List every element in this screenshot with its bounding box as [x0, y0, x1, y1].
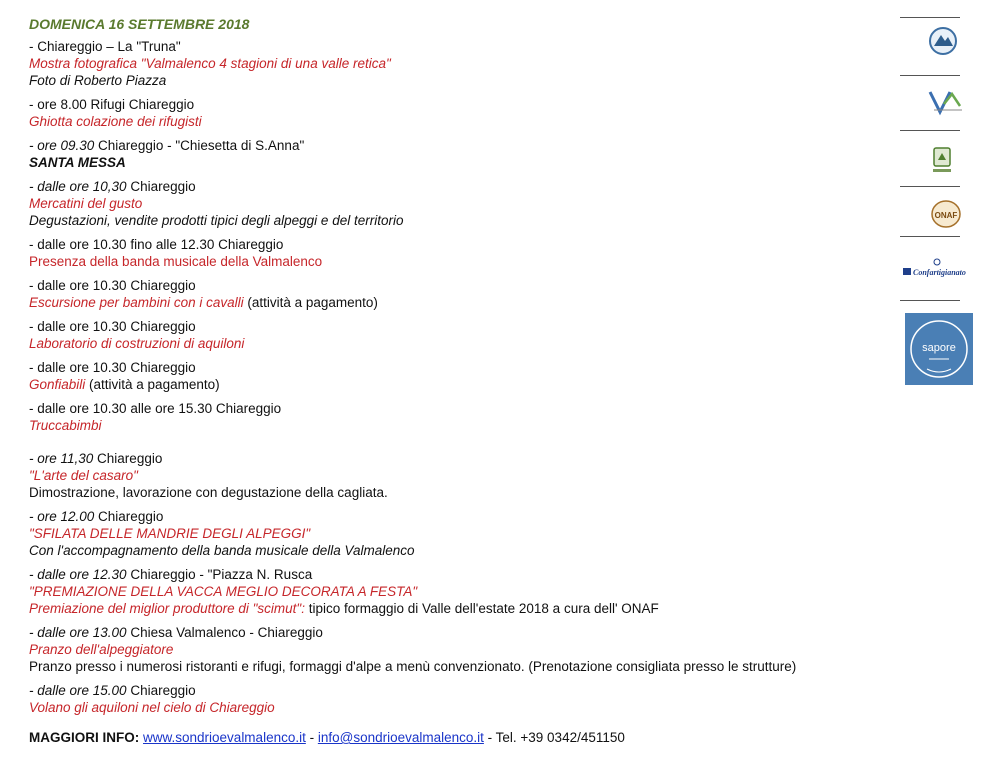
list-item	[29, 359, 889, 393]
list-item	[29, 400, 889, 434]
entry-desc: Pranzo presso i numerosi ristoranti e rifugi, formaggi d'alpe a menù convenzionato. (Prenotazione consigliata presso le strutture)	[29, 659, 797, 674]
entry-time-line	[29, 624, 889, 641]
entry-title-line	[29, 376, 889, 393]
entry-desc: Degustazioni, vendite prodotti tipici degli alpeggi e del territorio	[29, 213, 404, 228]
entry-time-line	[29, 137, 889, 154]
sapore-logo-text: sapore	[922, 342, 956, 354]
list-item	[29, 236, 889, 270]
entry-place: Chiareggio	[126, 179, 196, 194]
entry-time: - dalle ore 10,30	[29, 179, 127, 194]
entry-desc: Premiazione del miglior produttore di "scimut":	[29, 601, 305, 616]
entry-title: Mercatini del gusto	[29, 196, 143, 211]
entry-title: "SFILATA DELLE MANDRIE DEGLI ALPEGGI"	[29, 526, 311, 541]
footer-separator: -	[305, 730, 318, 745]
footer-phone: - Tel. +39 0342/451150	[483, 730, 625, 745]
entry-place: Chiesa Valmalenco - Chiareggio	[126, 625, 323, 640]
entry-time-line	[29, 450, 889, 467]
list-item	[29, 178, 889, 229]
entry-title: Pranzo dell'alpeggiatore	[29, 642, 174, 657]
entry-place: Chiareggio	[93, 451, 163, 466]
list-item	[29, 96, 889, 130]
list-item	[29, 508, 889, 559]
entry-time: - dalle ore 13.00	[29, 625, 127, 640]
entry-time: - dalle ore 10.30 alle ore 15.30 Chiareggio	[29, 401, 282, 416]
onaf-logo	[930, 199, 962, 229]
divider	[900, 17, 960, 18]
entry-desc-rest: tipico formaggio di Valle dell'estate 2018 a cura dell' ONAF	[304, 601, 659, 616]
list-item	[29, 318, 889, 352]
website-link[interactable]: www.sondrioevalmalenco.it	[143, 730, 306, 745]
divider	[900, 75, 960, 76]
entry-desc: Con l'accompagnamento della banda musicale della Valmalenco	[29, 543, 415, 558]
entry-time: - Chiareggio – La "Truna"	[29, 39, 181, 54]
list-item	[29, 137, 889, 171]
email-link[interactable]: info@sondrioevalmalenco.it	[317, 730, 484, 745]
entry-time: - ore 09.30	[29, 138, 95, 153]
entry-time: - dalle ore 10.30 Chiareggio	[29, 278, 196, 293]
entry-title: "L'arte del casaro"	[29, 468, 138, 483]
entry-title-line	[29, 294, 889, 311]
entry-place: Chiareggio - "Chiesetta di S.Anna"	[94, 138, 305, 153]
entry-title: Escursione per bambini con i cavalli	[29, 295, 244, 310]
entry-time: - ore 12.00	[29, 509, 95, 524]
entry-title: Ghiotta colazione dei rifugisti	[29, 114, 202, 129]
shield-logo-icon	[930, 146, 954, 174]
divider	[900, 186, 960, 187]
entry-time-line	[29, 682, 889, 699]
divider	[900, 300, 960, 301]
onaf-logo-text: ONAF	[934, 211, 958, 220]
entry-title: Gonfiabili	[29, 377, 86, 392]
list-item	[29, 450, 889, 501]
entry-time-line	[29, 508, 889, 525]
mountain-logo-icon	[928, 26, 958, 56]
entry-time-line	[29, 566, 889, 583]
footer-label: MAGGIORI INFO:	[29, 730, 140, 745]
entry-place: Chiareggio - "Piazza N. Rusca	[126, 567, 313, 582]
entry-place: Chiareggio	[94, 509, 164, 524]
valmalenco-v-logo-icon	[926, 88, 966, 116]
event-program	[29, 12, 889, 723]
list-item	[29, 682, 889, 716]
entry-note: (attività a pagamento)	[85, 377, 220, 392]
entry-note: (attività a pagamento)	[243, 295, 378, 310]
entry-time: - dalle ore 10.30 Chiareggio	[29, 360, 196, 375]
entry-title: Truccabimbi	[29, 418, 102, 433]
entry-time: - ore 11,30	[29, 451, 94, 466]
entry-title: SANTA MESSA	[29, 155, 126, 170]
entry-desc: Foto di Roberto Piazza	[29, 73, 167, 88]
entry-title: Mostra fotografica "Valmalenco 4 stagioni di una valle retica"	[29, 56, 391, 71]
entry-time: - dalle ore 10.30 Chiareggio	[29, 319, 196, 334]
entry-time: - dalle ore 10.30 fino alle 12.30 Chiareggio	[29, 237, 284, 252]
entry-time: - ore 8.00 Rifugi Chiareggio	[29, 97, 195, 112]
list-item	[29, 38, 889, 89]
confartigianato-logo-text: Confartigianato	[913, 268, 966, 277]
entry-time-line	[29, 178, 889, 195]
entry-title: Laboratorio di costruzioni di aquiloni	[29, 336, 245, 351]
list-item	[29, 566, 889, 617]
divider	[900, 130, 960, 131]
entry-time: - dalle ore 15.00	[29, 683, 127, 698]
entry-desc: Dimostrazione, lavorazione con degustazione della cagliata.	[29, 485, 388, 500]
footer-info	[29, 730, 625, 745]
sapore-logo	[905, 313, 973, 385]
entry-time: - dalle ore 12.30	[29, 567, 127, 582]
entry-title: Volano gli aquiloni nel cielo di Chiareggio	[29, 700, 275, 715]
list-item	[29, 277, 889, 311]
entry-title: "PREMIAZIONE DELLA VACCA MEGLIO DECORATA A FESTA"	[29, 584, 418, 599]
entry-place: Chiareggio	[126, 683, 196, 698]
day-title: DOMENICA 16 SETTEMBRE 2018	[29, 16, 250, 32]
list-item	[29, 624, 889, 675]
confartigianato-logo	[902, 258, 972, 280]
divider	[900, 236, 960, 237]
entry-title: Presenza della banda musicale della Valmalenco	[29, 254, 323, 269]
entry-desc-line	[29, 600, 889, 617]
